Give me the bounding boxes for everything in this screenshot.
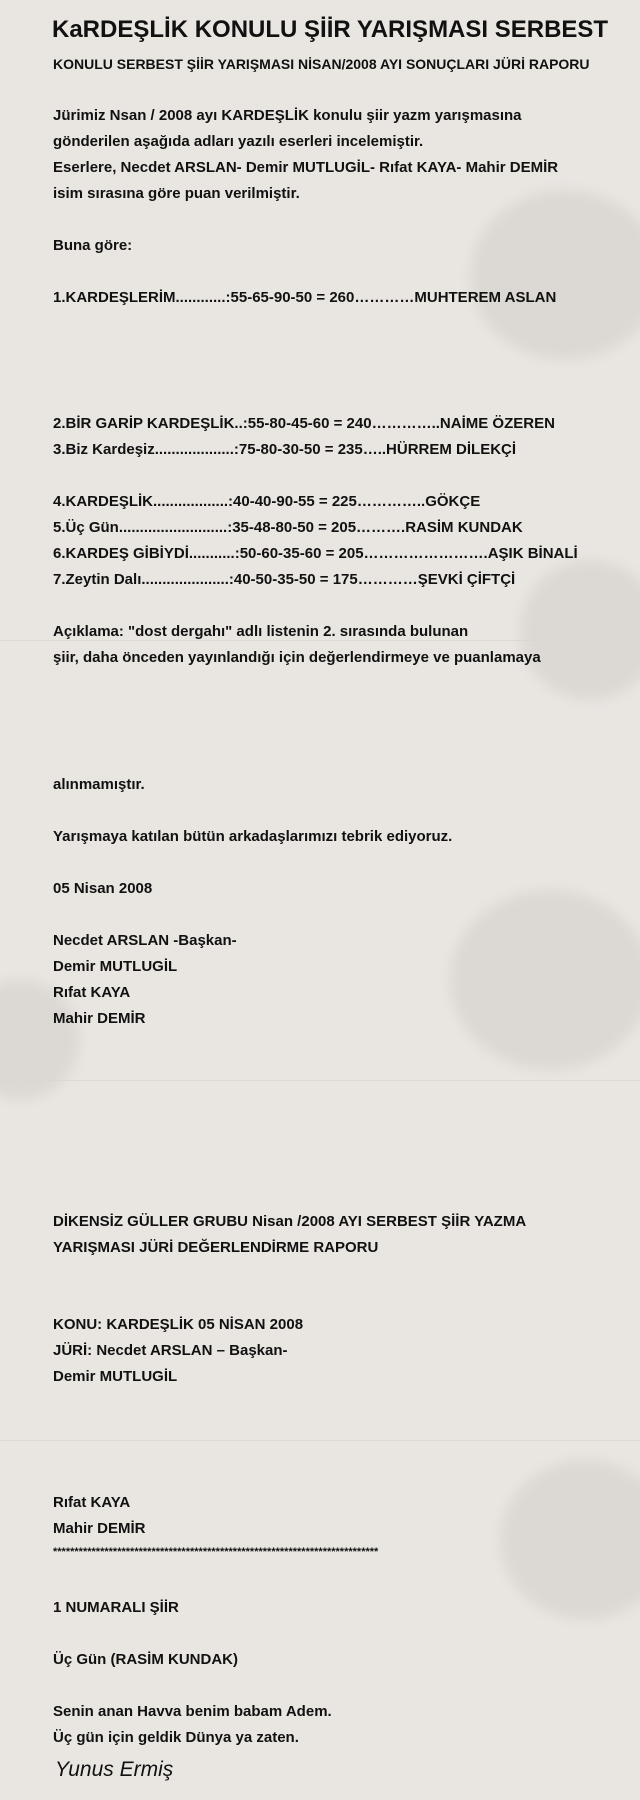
result-line: 1.KARDEŞLERİM............:55-65-90-50 = 260…………MUHTEREM ASLAN — [53, 289, 557, 306]
buna-gore-text: Buna göre: — [53, 237, 133, 254]
note-line: Açıklama: "dost dergahı" adlı listenin 2. sırasında bulunan — [53, 623, 469, 640]
jury-member: Necdet ARSLAN -Başkan- — [53, 932, 237, 949]
note-line: şiir, daha önceden yayınlandığı için değerlendirmeye ve puanlamaya — [53, 649, 541, 666]
page-title: KaRDEŞLİK KONULU ŞİİR YARIŞMASI SERBEST — [52, 16, 609, 43]
jury-member: Mahir DEMİR — [53, 1520, 146, 1537]
result-line: 6.KARDEŞ GİBİYDİ...........:50-60-35-60 = 205…………………….AŞIK BİNALİ — [53, 545, 578, 562]
jury-member: Rıfat KAYA — [53, 1494, 131, 1511]
second-report-heading: YARIŞMASI JÜRİ DEĞERLENDİRME RAPORU — [53, 1239, 379, 1256]
poem-number: 1 NUMARALI ŞİİR — [53, 1599, 179, 1616]
result-line: 4.KARDEŞLİK..................:40-40-90-55 = 225…………..GÖKÇE — [53, 493, 481, 510]
separator: **************************************************************************** — [53, 1546, 379, 1558]
intro-line: Jürimiz Nsan / 2008 ayı KARDEŞLİK konulu şiir yazm yarışmasına — [53, 107, 522, 124]
result-line: 3.Biz Kardeşiz...................:75-80-30-50 = 235…..HÜRREM DİLEKÇİ — [53, 441, 517, 458]
report-date: 05 Nisan 2008 — [53, 880, 153, 897]
note-continuation: alınmamıştır. — [53, 776, 145, 793]
topic-line: JÜRİ: Necdet ARSLAN – Başkan- — [53, 1342, 288, 1359]
intro-line: Eserlere, Necdet ARSLAN- Demir MUTLUGİL- Rıfat KAYA- Mahir DEMİR — [53, 159, 559, 176]
report-subtitle: KONULU SERBEST ŞİİR YARIŞMASI NİSAN/2008 AYI SONUÇLARI JÜRİ RAPORU — [53, 56, 590, 72]
jury-member: Rıfat KAYA — [53, 984, 131, 1001]
poem-line: Üç gün için geldik Dünya ya zaten. — [53, 1729, 299, 1746]
poem-line: Senin anan Havva benim babam Adem. — [53, 1703, 332, 1720]
result-line: 7.Zeytin Dalı.....................:40-50-35-50 = 175…………ŞEVKİ ÇİFTÇİ — [53, 571, 516, 588]
result-line: 2.BİR GARİP KARDEŞLİK..:55-80-45-60 = 240…………..NAİME ÖZEREN — [53, 415, 555, 432]
intro-line: gönderilen aşağıda adları yazılı eserleri incelemiştir. — [53, 133, 424, 150]
topic-line: Demir MUTLUGİL — [53, 1368, 178, 1385]
author-signature: Yunus Ermiş — [55, 1758, 174, 1781]
jury-member: Demir MUTLUGİL — [53, 958, 178, 975]
second-report-heading: DİKENSİZ GÜLLER GRUBU Nisan /2008 AYI SERBEST ŞİİR YAZMA — [53, 1213, 527, 1230]
congratulations-text: Yarışmaya katılan bütün arkadaşlarımızı tebrik ediyoruz. — [53, 828, 453, 845]
poem-title: Üç Gün (RASİM KUNDAK) — [53, 1651, 238, 1668]
intro-line: isim sırasına göre puan verilmiştir. — [53, 185, 300, 202]
jury-member: Mahir DEMİR — [53, 1010, 146, 1027]
result-line: 5.Üç Gün..........................:35-48-80-50 = 205……….RASİM KUNDAK — [53, 519, 523, 536]
topic-line: KONU: KARDEŞLİK 05 NİSAN 2008 — [53, 1316, 304, 1333]
